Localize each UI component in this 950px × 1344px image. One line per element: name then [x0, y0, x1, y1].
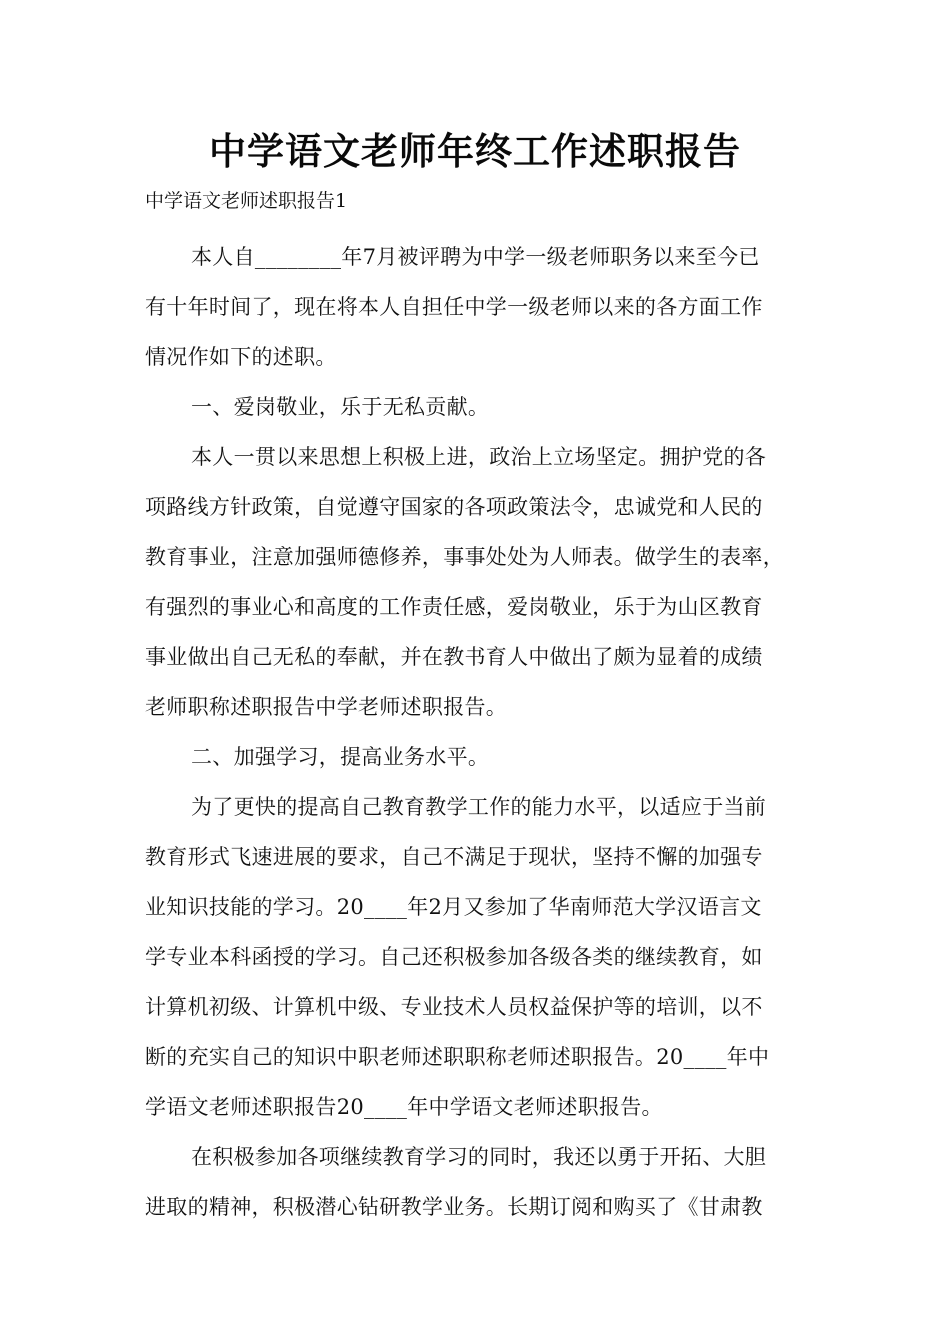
paragraph-dedication	[145, 432, 815, 732]
text-line: 为了更快的提高自己教育教学工作的能力水平，以适应于当前	[191, 795, 767, 819]
document-title: 中学语文老师年终工作述职报告	[209, 130, 741, 173]
text-line: 学专业本科函授的学习。自己还积极参加各级各类的继续教育，如	[145, 945, 763, 969]
paragraph-research	[145, 1132, 815, 1232]
text-line: 学语文老师述职报告20____年中学语文老师述职报告。	[145, 1095, 663, 1119]
text-line: 计算机初级、计算机中级、专业技术人员权益保护等的培训，以不	[145, 995, 763, 1019]
paragraph-intro	[145, 232, 815, 382]
section-heading-2	[145, 732, 815, 782]
section-heading-1	[145, 382, 815, 432]
text-line: 老师职称述职报告中学老师述职报告。	[145, 695, 508, 719]
text-line: 断的充实自己的知识中职老师述职职称老师述职报告。20____年中	[145, 1045, 770, 1069]
text-line: 在积极参加各项继续教育学习的同时，我还以勇于开拓、大胆	[191, 1145, 767, 1169]
text-line: 情况作如下的述职。	[145, 345, 337, 369]
text-line: 教育事业，注意加强师德修养，事事处处为人师表。做学生的表率，	[145, 545, 784, 569]
text-line: 进取的精神，积极潜心钻研教学业务。长期订阅和购买了《甘肃教	[145, 1195, 763, 1219]
text-line: 一、爱岗敬业，乐于无私贡献。	[191, 395, 490, 419]
text-line: 本人一贯以来思想上积极上进，政治上立场坚定。拥护党的各	[191, 445, 767, 469]
paragraph-study	[145, 782, 815, 1132]
document-subtitle: 中学语文老师述职报告1	[145, 190, 348, 212]
text-line: 二、加强学习，提高业务水平。	[191, 745, 490, 769]
text-line: 业知识技能的学习。20____年2月又参加了华南师范大学汉语言文	[145, 895, 762, 919]
text-line: 有十年时间了，现在将本人自担任中学一级老师以来的各方面工作	[145, 295, 763, 319]
text-line: 教育形式飞速进展的要求，自己不满足于现状，坚持不懈的加强专	[145, 845, 763, 869]
text-line: 有强烈的事业心和高度的工作责任感，爱岗敬业，乐于为山区教育	[145, 595, 763, 619]
text-line: 事业做出自己无私的奉献，并在教书育人中做出了颇为显着的成绩	[145, 645, 763, 669]
text-line: 项路线方针政策，自觉遵守国家的各项政策法令，忠诚党和人民的	[145, 495, 763, 519]
text-line: 本人自________年7月被评聘为中学一级老师职务以来至今已	[191, 245, 760, 269]
document-body	[145, 232, 815, 1232]
